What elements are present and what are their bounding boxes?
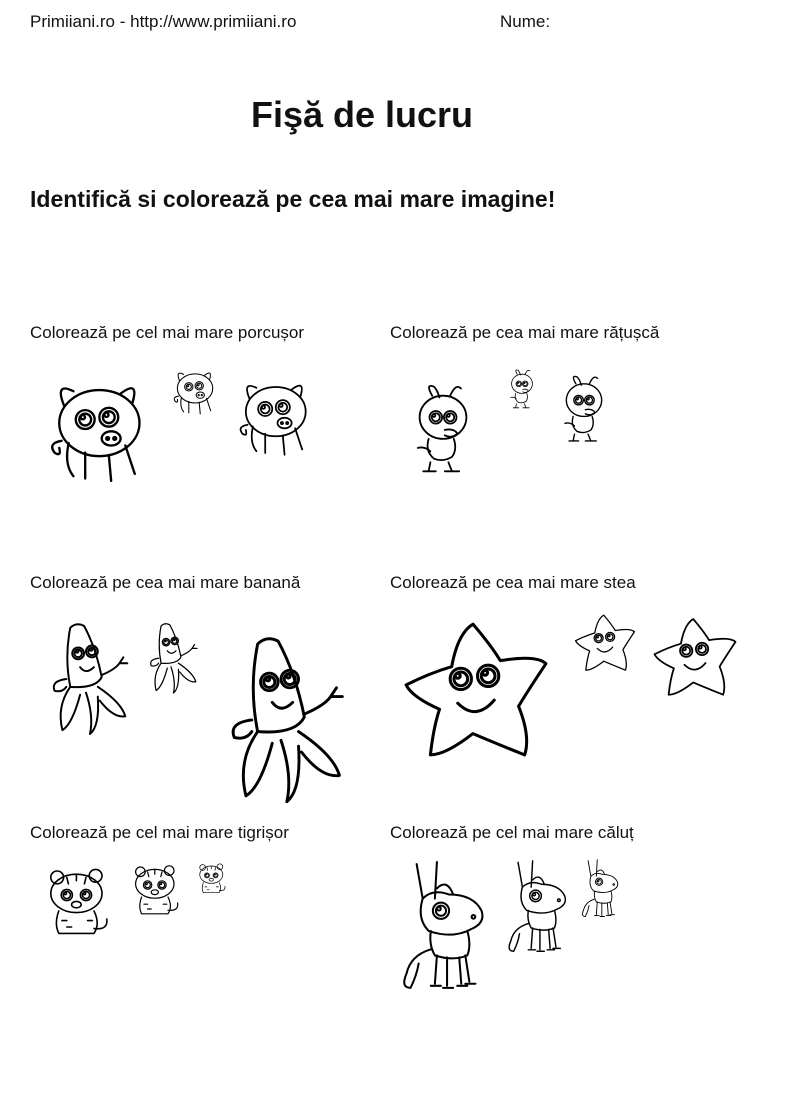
- banana-icon[interactable]: [140, 614, 202, 700]
- instruction: Identifică si colorează pe cea mai mare imagine!: [30, 186, 556, 212]
- section-label-pony: Colorează pe cel mai mare căluț: [390, 823, 634, 842]
- section-label-duckling: Colorează pe cea mai mare rățușcă: [390, 323, 660, 342]
- duckling-icon[interactable]: [502, 360, 542, 418]
- piglet-icon[interactable]: [38, 358, 156, 500]
- duckling-icon[interactable]: [550, 360, 618, 458]
- piglet-icon[interactable]: [168, 362, 220, 420]
- site-header: Primiiani.ro - http://www.primiiani.ro: [30, 12, 297, 31]
- star-icon[interactable]: [570, 610, 640, 674]
- star-icon[interactable]: [648, 612, 742, 700]
- pony-icon[interactable]: [388, 858, 498, 1000]
- star-icon[interactable]: [396, 612, 556, 764]
- section-label-piglet: Colorează pe cel mai mare porcușor: [30, 323, 305, 342]
- pony-icon[interactable]: [576, 858, 624, 922]
- duckling-icon[interactable]: [398, 362, 488, 496]
- section-label-star: Colorează pe cea mai mare stea: [390, 573, 636, 592]
- banana-icon[interactable]: [36, 618, 136, 736]
- page-title: Fişă de lucru: [250, 94, 474, 135]
- banana-icon[interactable]: [208, 624, 354, 810]
- tiger-cub-icon[interactable]: [194, 860, 230, 898]
- section-label-tiger: Colorează pe cel mai mare tigrișor: [30, 823, 289, 842]
- piglet-icon[interactable]: [230, 370, 318, 462]
- section-label-banana: Colorează pe cea mai mare banană: [30, 573, 301, 592]
- tiger-cub-icon[interactable]: [126, 858, 186, 924]
- tiger-cub-icon[interactable]: [38, 858, 118, 948]
- pony-icon[interactable]: [498, 858, 576, 960]
- name-label: Nume:: [500, 12, 551, 31]
